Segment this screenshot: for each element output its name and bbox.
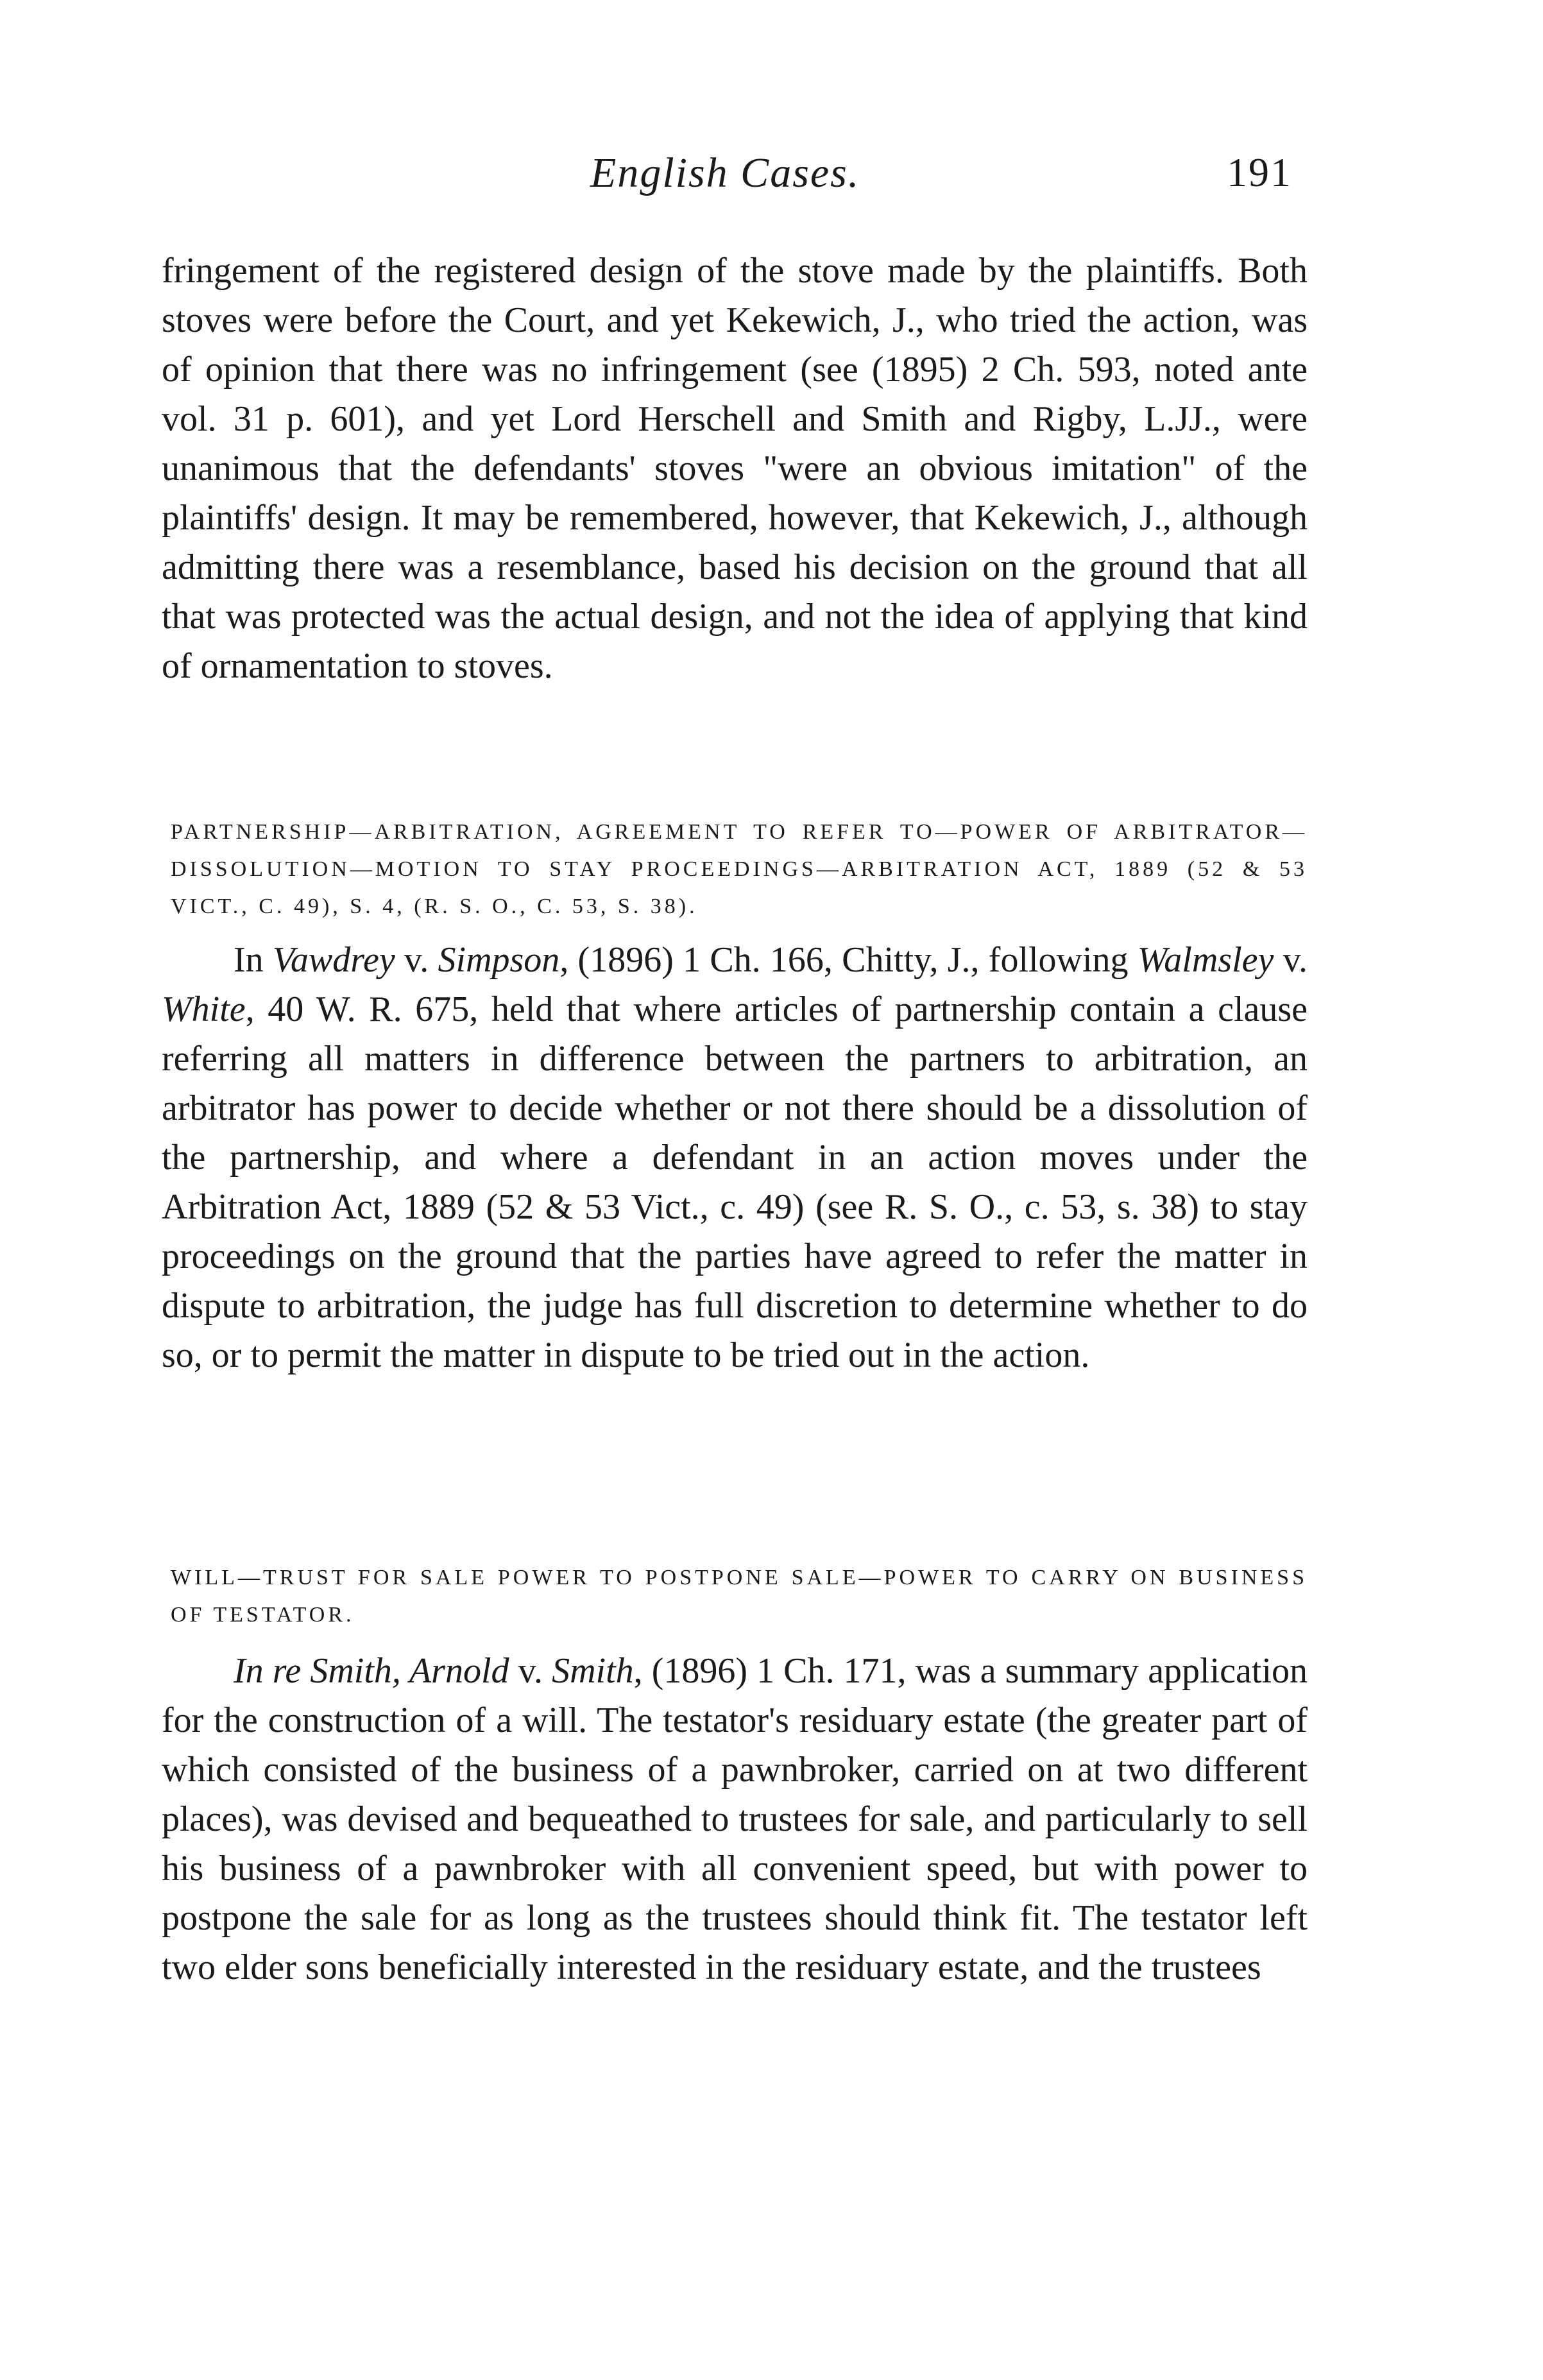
- text-run: v.: [509, 1651, 552, 1691]
- page-number: 191: [1227, 150, 1292, 195]
- case-name: Smith: [552, 1651, 634, 1691]
- text-run: , (1896) 1 Ch. 171, was a summary application for the construction of a will. The testator's residuary estate (the greater part of which consisted of the business of a pawnbroker, carried on at two different places), was devised and bequeathed to trustees for sale, and particularly to sell his business of a pawnbroker with all convenient speed, but with power to postpone the sale for as long as the trustees should think fit. The testator left two elder sons beneficially interested in the residuary estate, and the trustees: [162, 1651, 1308, 1987]
- paragraph-continuation: [162, 246, 1308, 691]
- text-run: , 40 W. R. 675, held that where articles of partnership contain a clause referring all matters in difference between the partners to arbitration, an arbitrator has power to decide whether or not there should be a dissolution of the partnership, and where a defendant in an action moves under the Arbitration Act, 1889 (52 & 53 Vict., c. 49) (see R. S. O., c. 53, s. 38) to stay proceedings on the ground that the parties have agreed to refer the matter in dispute to arbitration, the judge has full discretion to determine whether to do so, or to permit the matter in dispute to be tried out in the action.: [162, 989, 1308, 1375]
- text-run: v.: [1274, 940, 1308, 980]
- case-name: Simpson: [438, 940, 560, 980]
- paragraph-text: fringement of the registered design of the stove made by the plaintiffs. Both stoves were before the Court, and yet Kekewich, J., who tried the action, was of opinion that there was no infringement (see (1895) 2 Ch. 593, noted ante vol. 31 p. 601), and yet Lord Herschell and Smith and Rigby, L.JJ., were unanimous that the defendants' stoves "were an obvious imitation" of the plaintiffs' design. It may be remembered, however, that Kekewich, J., although admitting there was a resemblance, based his decision on the ground that all that was protected was the actual design, and not the idea of applying that kind of ornamentation to stoves.: [162, 251, 1308, 686]
- case-name: In re Smith, Arnold: [234, 1651, 509, 1691]
- running-head: [0, 149, 1543, 207]
- heading-text: WILL—TRUST FOR SALE POWER TO POSTPONE SALE—POWER TO CARRY ON BUSINESS OF TESTATOR.: [171, 1566, 1308, 1627]
- text-run: In: [234, 940, 273, 980]
- text-run: , (1896) 1 Ch. 166, Chitty, J., following: [559, 940, 1138, 980]
- running-title: English Cases.: [590, 150, 860, 196]
- heading-text: PARTNERSHIP—ARBITRATION, AGREEMENT TO REFER TO—POWER OF ARBITRATOR—DISSOLUTION—MOTION TO STAY PROCEEDINGS—ARBITRATION ACT, 1889 (52 & 53 VICT., C. 49), S. 4, (R. S. O., C. 53, S. 38).: [171, 820, 1308, 918]
- paragraph-vawdrey-case: [162, 936, 1308, 1380]
- case-name: White: [162, 989, 246, 1029]
- paragraph-text: [162, 1647, 1308, 1992]
- text-run: v.: [395, 940, 438, 980]
- paragraph-text: [162, 936, 1308, 1380]
- section-heading-will: [162, 1559, 1308, 1634]
- case-name: Vawdrey: [272, 940, 395, 980]
- paragraph-smith-case: [162, 1647, 1308, 1992]
- section-heading-partnership: [162, 814, 1308, 925]
- case-name: Walmsley: [1137, 940, 1274, 980]
